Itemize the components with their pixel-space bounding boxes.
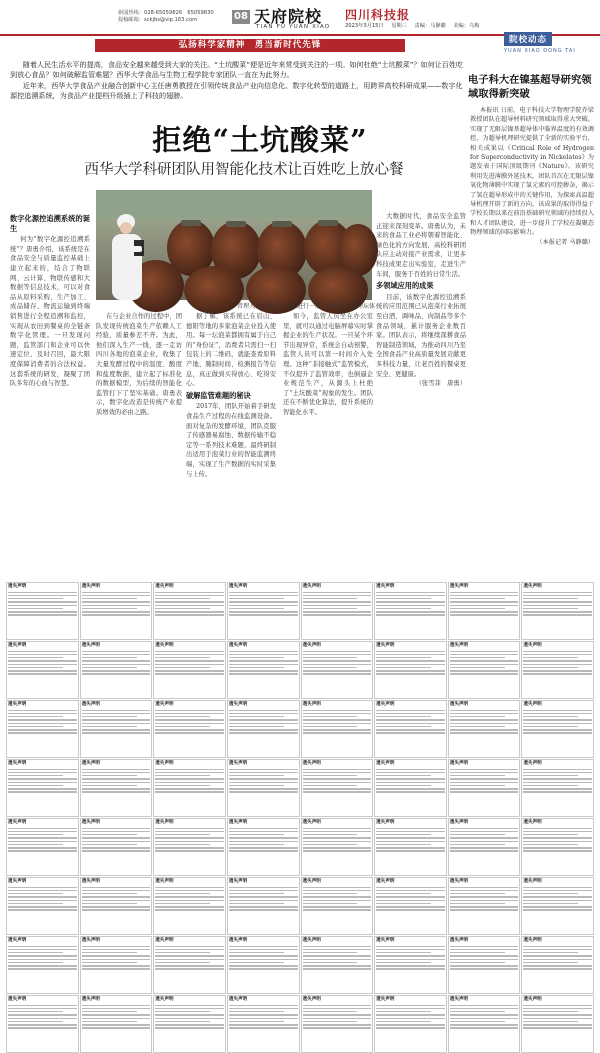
contact-phone: 新闻热线：028-65059826 65059830 [118, 10, 214, 16]
issue-date: 2023年3月15日 [345, 23, 384, 29]
classified-ad-text [376, 828, 445, 852]
classified-ad [80, 877, 153, 935]
classified-ad-text [82, 710, 151, 734]
classified-ad [6, 995, 79, 1053]
side-article-body [470, 106, 594, 414]
article-text-3b: 2017年，团队开始着手研发食品生产过程的在线监测设备。面对复杂的发酵环境，团队克服了传感器易腐蚀、数据传输不稳定等一系列技术难题，最终研制出适用于泡菜行业的智能监测终端，实现了生产数据的实时采集与上传。 [186, 403, 276, 478]
article-column-5 [376, 212, 466, 572]
classified-ad-title: 遗失声明 [449, 761, 469, 766]
classified-ad [301, 759, 374, 817]
classified-ad-title: 遗失声明 [155, 879, 174, 884]
classified-ad-text [303, 1005, 372, 1029]
classified-ad [153, 641, 226, 699]
classified-ad [153, 936, 226, 994]
classified-ad-text [229, 1005, 298, 1029]
classified-ad-title: 遗失声明 [302, 879, 321, 884]
classified-ad [521, 877, 594, 935]
classified-ad [301, 936, 374, 994]
classified-ad-title: 遗失声明 [449, 702, 469, 707]
classified-ad [374, 936, 447, 994]
classified-ad [301, 818, 374, 876]
classified-ad-title: 遗失声明 [449, 938, 469, 943]
classified-ad-title: 遗失声明 [302, 820, 321, 825]
art-editor: 美编：乌梅 [453, 23, 480, 29]
page-number: 08 [232, 10, 250, 24]
article-text-5b: 目前，该数字化源控追溯系统的应用范围已从泡菜行业拓展至白酒、调味品、肉制品等多个食品领域，累计服务企业数百家。团队表示，将继续深耕食品智能制造领域，为推动四川乃至全国食品产业高质量发展贡献更多科技力量，让老百姓的餐桌更安全、更健康。 [376, 293, 466, 378]
classified-ad [374, 700, 447, 758]
classified-ad-title: 遗失声明 [8, 643, 27, 648]
classified-ad-title: 遗失声明 [449, 997, 469, 1002]
classified-ad-text [376, 592, 445, 616]
classified-ad-text [229, 710, 298, 734]
classified-ad-text [82, 1005, 151, 1029]
classified-ad [448, 877, 521, 935]
classified-ad-text [450, 710, 519, 734]
classified-ad [448, 582, 521, 640]
subsection-heading-3: 多领域应用的成果 [376, 281, 434, 291]
classified-ad-title: 遗失声明 [8, 820, 27, 825]
side-article-source: （本报记者 马静璐） [536, 238, 594, 246]
classified-ad-title: 遗失声明 [523, 643, 542, 648]
classified-ad-text [523, 710, 592, 734]
contact-email: 投稿邮箱：sckjbs@vip.163.com [118, 17, 198, 23]
classified-ad-title: 遗失声明 [376, 879, 395, 884]
classified-ad-title: 遗失声明 [155, 761, 174, 766]
classified-ad-text [303, 946, 372, 970]
classified-ad-text [229, 651, 298, 675]
classified-ad-text [450, 651, 519, 675]
classified-ad [301, 995, 374, 1053]
classified-ad-text [376, 710, 445, 734]
classified-ad [153, 700, 226, 758]
classified-ad [153, 818, 226, 876]
classified-ad-text [450, 946, 519, 970]
classified-ad-text [229, 592, 298, 616]
article-text-1: 何为“数字化源控追溯系统”？唐勇介绍，该系统是在食品安全与质量监控基础上建立起来的，结合了物联网、云计算、物联传感和大数据等信息技术，可以对食品从原料采购、生产加工、成品储存、物流运输到终端销售进行全程追溯和监控，实现从农田到餐桌的全链条数字化管理。一旦发现问题，监管部门和企业可以快速定位、及时召回，最大限度保障消费者的合法权益。这套系统的研发，凝聚了团队多年的心血与智慧。 [10, 236, 90, 388]
lead-paragraph [10, 60, 466, 102]
classified-ad-title: 遗失声明 [81, 643, 101, 648]
classified-ad-text [523, 946, 592, 970]
classified-ad-text [82, 946, 151, 970]
classified-ad [301, 700, 374, 758]
classified-ad-title: 遗失声明 [302, 702, 321, 707]
classified-ad-text [8, 887, 77, 911]
classified-ad [153, 877, 226, 935]
article-column-1 [10, 212, 90, 582]
classified-ad [153, 582, 226, 640]
side-headline: 电子科大在镍基超导研究领域取得新突破 [468, 74, 592, 100]
article-author: （张雪菲 唐勇） [415, 380, 466, 388]
classified-ad-title: 遗失声明 [523, 879, 542, 884]
classified-ad-title: 遗失声明 [302, 643, 321, 648]
classified-ad-title: 遗失声明 [81, 997, 101, 1002]
classified-ad [301, 641, 374, 699]
classified-ad [6, 759, 79, 817]
classified-ad [448, 700, 521, 758]
lead-para-1: 随着人民生活水平的提高，食品安全越来越受到大家的关注。“土坑酸菜”便是近年来常受到关注的一项。如何杜绝“土坑酸菜”？如何让百姓吃到放心食品？如何破解监管难题？西华大学食品与生物工程学院专家团队一直在为此努力。 [10, 60, 464, 80]
classified-ad-text [303, 710, 372, 734]
slogan-banner: 弘扬科学家精神 勇当新时代先锋 [95, 39, 405, 52]
classified-ad-title: 遗失声明 [302, 584, 321, 589]
classified-ad-text [303, 592, 372, 616]
article-text-4: 如今，监管人员坐在办公室里，就可以通过电脑屏幕实时掌握企业的生产状况。一旦某个环节出现异常，系统会自动预警，监管人员可以第一时间介入处理。这种“非接触式”监管模式，不仅提升了监管效率，也倒逼企业规范生产，从源头上杜绝了“土坑酸菜”现象的发生。团队还在不断优化算法，提升系统的智能化水平。 [283, 313, 373, 416]
classified-ad [301, 582, 374, 640]
classified-ad-title: 遗失声明 [523, 702, 542, 707]
issue-weekday: 星期三 [391, 23, 407, 29]
classified-ad [448, 818, 521, 876]
classified-ad [6, 936, 79, 994]
classified-ad [301, 877, 374, 935]
classified-ad-text [450, 769, 519, 793]
classified-ad [6, 700, 79, 758]
classified-ad [6, 582, 79, 640]
classified-ad-text [523, 651, 592, 675]
classified-ad-title: 遗失声明 [8, 997, 27, 1002]
classified-ad-title: 遗失声明 [155, 643, 174, 648]
article-column-2 [96, 312, 182, 572]
classified-ad-title: 遗失声明 [228, 879, 248, 884]
classified-ad [6, 641, 79, 699]
classified-ad-title: 遗失声明 [523, 761, 542, 766]
classified-ad-text [8, 710, 77, 734]
classified-ad [521, 759, 594, 817]
classified-ad [80, 936, 153, 994]
classified-ad-title: 遗失声明 [523, 938, 542, 943]
side-tag-pinyin: YUAN XIAO DONG TAI [504, 48, 576, 54]
classified-ad-text [8, 828, 77, 852]
classified-ad-text [155, 887, 224, 911]
classified-ad [227, 995, 300, 1053]
classified-ad-title: 遗失声明 [228, 702, 248, 707]
classified-ad [374, 759, 447, 817]
classified-ad-text [376, 651, 445, 675]
classified-ad-title: 遗失声明 [81, 938, 101, 943]
classified-ad-title: 遗失声明 [376, 643, 395, 648]
classified-ad-text [450, 592, 519, 616]
date-line [345, 22, 485, 29]
classified-ad-text [523, 1005, 592, 1029]
classified-ad [374, 877, 447, 935]
paper-name: 四川科技报 [345, 8, 411, 22]
classified-ad [227, 936, 300, 994]
classified-ad-text [155, 710, 224, 734]
classified-ad [227, 877, 300, 935]
classified-ad-title: 遗失声明 [81, 584, 101, 589]
classified-ad-title: 遗失声明 [376, 761, 395, 766]
classified-ad-text [8, 592, 77, 616]
classified-ad-title: 遗失声明 [155, 820, 174, 825]
classified-ad [374, 995, 447, 1053]
classified-ad-text [450, 887, 519, 911]
classified-ad [153, 995, 226, 1053]
classified-ad [80, 759, 153, 817]
classified-ad-title: 遗失声明 [81, 879, 101, 884]
classified-ad [374, 641, 447, 699]
classified-ad-text [523, 887, 592, 911]
side-tag-label: 院校动态 [504, 32, 552, 46]
classified-ad-text [155, 828, 224, 852]
classified-ad [521, 641, 594, 699]
classified-ad-text [523, 769, 592, 793]
classified-ad [227, 700, 300, 758]
classified-ad-text [303, 651, 372, 675]
classified-ad [521, 936, 594, 994]
classified-ad-title: 遗失声明 [8, 761, 27, 766]
section-pinyin: TIAN FU YUAN XIAO [256, 24, 331, 30]
classified-ad-title: 遗失声明 [376, 997, 395, 1002]
classified-ad-text [303, 769, 372, 793]
classified-ad-text [303, 887, 372, 911]
classified-ad-title: 遗失声明 [155, 584, 174, 589]
classified-ad-title: 遗失声明 [523, 584, 542, 589]
classified-ad-text [376, 769, 445, 793]
article-text-3: 据了解，该系统已在眉山、德阳等地的多家泡菜企业投入使用。每一坛泡菜都拥有属于自己的“身份证”，消费者只需扫一扫包装上的二维码，就能查看原料产地、腌制时间、检测报告等信息，真正做到买得放心、吃得安心。 [186, 313, 276, 388]
side-article-text: 本报讯 日前，电子科技大学物理学院乔梁教授团队在超导材料研究领域取得重大突破。实现了无限层镍基超导体中临界温度的有效调控，为超导机理研究提供了全新的实验平台，相关成果以《Critical Role of Hydrogen for Superconductivity in Nickelates》为题发表于国际顶级期刊《Nature》。该研究利用先进薄膜外延技术，团队首次在无限层镍氧化物薄膜中实现了氢元素的可控掺杂，揭示了氢在超导形成中的关键作用，为探索高温超导机理开辟了新的方向。该成果的取得得益于学校长期以来在前沿基础研究领域的持续投入和人才团队建设，进一步提升了学校在凝聚态物理领域的国际影响力。 [470, 107, 594, 237]
classified-ad-text [155, 651, 224, 675]
lead-para-2: 近年来，西华大学食品产业融合创新中心主任唐勇教授在引领传统食品产业向信息化、数字化转型的道路上，用跨界高校科研成果——数字化源控追溯系统，为食品产业提档升级插上了科技的翅膀。 [10, 80, 463, 101]
classified-ad-text [155, 946, 224, 970]
classified-ad-title: 遗失声明 [302, 761, 321, 766]
classified-ad-text [450, 1005, 519, 1029]
classified-ad-text [155, 592, 224, 616]
classified-ad-title: 遗失声明 [376, 938, 395, 943]
section-name: 天府院校 [254, 7, 323, 26]
classified-ad-title: 遗失声明 [8, 938, 27, 943]
classified-ad-text [82, 887, 151, 911]
article-text-5: 大数据时代，食品安全监管正迎来深刻变革。唐勇认为，未来的食品工业必将朝着智能化、绿色化的方向发展，高校科研团队应主动对接产业需求，让更多科技成果走出实验室，走进生产车间，服务于百姓的日常生活。 [376, 213, 466, 278]
classified-ad [227, 641, 300, 699]
classified-ad [374, 818, 447, 876]
article-column-3 [186, 312, 276, 572]
classified-ad [80, 818, 153, 876]
classified-ad [153, 759, 226, 817]
classified-ad [6, 877, 79, 935]
classified-ad-text [82, 592, 151, 616]
classified-ad-text [8, 651, 77, 675]
classified-ad-text [82, 651, 151, 675]
classified-ad-title: 遗失声明 [302, 997, 321, 1002]
classified-ad-text [523, 592, 592, 616]
classified-ad-title: 遗失声明 [81, 820, 101, 825]
classified-ad-title: 遗失声明 [81, 761, 101, 766]
classified-ad-title: 遗失声明 [449, 584, 469, 589]
classified-ad-title: 遗失声明 [376, 584, 395, 589]
classified-ad-text [376, 946, 445, 970]
classified-ad [374, 582, 447, 640]
classified-ad-text [82, 828, 151, 852]
classified-ad-title: 遗失声明 [449, 820, 469, 825]
classified-ad [227, 582, 300, 640]
classified-ad-title: 遗失声明 [155, 702, 174, 707]
classified-ad-text [229, 769, 298, 793]
classified-ad-title: 遗失声明 [155, 997, 174, 1002]
classified-ad [448, 759, 521, 817]
classified-ad-text [229, 887, 298, 911]
headline: 拒绝“土坑酸菜” [152, 123, 368, 157]
classified-ad-title: 遗失声明 [155, 938, 174, 943]
classified-ad-text [82, 769, 151, 793]
classified-ad [80, 641, 153, 699]
classified-ad [80, 582, 153, 640]
classified-ad-title: 遗失声明 [228, 584, 248, 589]
classified-ad-text [8, 769, 77, 793]
classified-ad-text [229, 946, 298, 970]
classified-ad [521, 700, 594, 758]
classified-ad-text [523, 828, 592, 852]
classified-ad-title: 遗失声明 [81, 702, 101, 707]
photo-caption: 管理人员利用云计技术进行一瓶一码信息化管理坛体 [236, 303, 375, 310]
classified-ad-text [376, 887, 445, 911]
classified-ad-title: 遗失声明 [228, 761, 248, 766]
classified-ad [80, 995, 153, 1053]
classified-ad-title: 遗失声明 [376, 702, 395, 707]
classified-ad-text [303, 828, 372, 852]
classified-ad [448, 995, 521, 1053]
classified-ad-title: 遗失声明 [302, 938, 321, 943]
classified-ad-title: 遗失声明 [8, 702, 27, 707]
classified-ad-title: 遗失声明 [523, 820, 542, 825]
classified-ad-title: 遗失声明 [8, 584, 27, 589]
classified-ad-title: 遗失声明 [228, 820, 248, 825]
classified-ad-text [376, 1005, 445, 1029]
classified-ad-text [155, 769, 224, 793]
classified-ad-text [8, 946, 77, 970]
classified-ad-title: 遗失声明 [8, 879, 27, 884]
classified-ad [227, 759, 300, 817]
article-column-4 [283, 312, 373, 572]
chief-editor: 责编：马静璐 [414, 23, 446, 29]
classified-ad-text [155, 1005, 224, 1029]
subsection-heading-1: 数字化源控追溯系统的诞生 [10, 214, 90, 233]
classified-ad [521, 582, 594, 640]
photo-illustration [96, 190, 372, 300]
classified-ad [80, 700, 153, 758]
article-photo [96, 190, 372, 300]
subsection-heading-2: 破解监管难题的秘诀 [186, 390, 251, 400]
contact-info [118, 10, 248, 24]
side-section-tag [504, 27, 590, 57]
classified-ad-text [229, 828, 298, 852]
classified-ad-title: 遗失声明 [449, 879, 469, 884]
classified-ad-text [450, 828, 519, 852]
classified-ad-title: 遗失声明 [449, 643, 469, 648]
classified-ad [521, 995, 594, 1053]
article-text-2: 在与企业合作的过程中，团队发现传统泡菜生产依赖人工经验，质量参差不齐。为此，他们深入生产一线，逐一走访四川各地的泡菜企业，收集了大量发酵过程中的温度、酸度和盐度数据，建立起了标准化的数据模型，为后续的智能化监管打下了坚实基础。唐勇表示，数字化改造是传统产业提质增效的必由之路。 [96, 313, 182, 416]
classified-ad-title: 遗失声明 [376, 820, 395, 825]
classified-ad [448, 936, 521, 994]
classified-ad [227, 818, 300, 876]
classified-ads-grid [6, 582, 594, 1002]
classified-ad [521, 818, 594, 876]
classified-ad-title: 遗失声明 [228, 938, 248, 943]
classified-ad-title: 遗失声明 [523, 997, 542, 1002]
classified-ad [6, 818, 79, 876]
classified-ad [448, 641, 521, 699]
classified-ad-text [8, 1005, 77, 1029]
classified-ad-title: 遗失声明 [228, 997, 248, 1002]
classified-ad-title: 遗失声明 [228, 643, 248, 648]
subheadline: 西华大学科研团队用智能化技术让百姓吃上放心餐 [84, 162, 404, 178]
